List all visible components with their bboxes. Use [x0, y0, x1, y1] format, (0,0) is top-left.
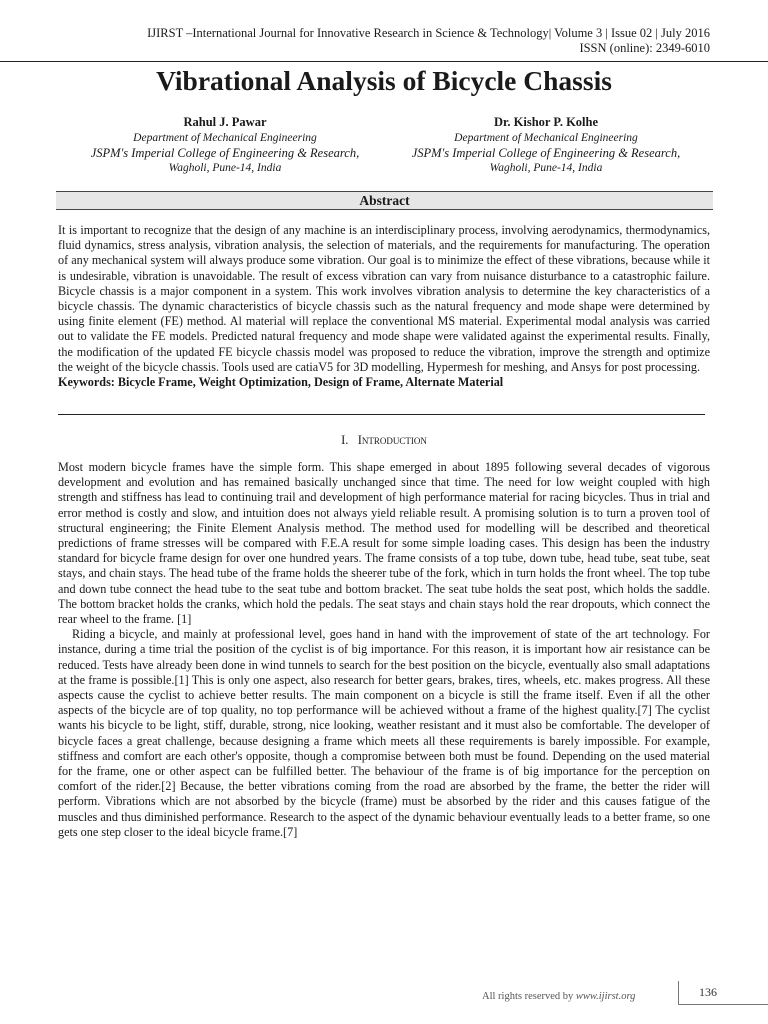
journal-header	[70, 26, 710, 55]
introduction-body	[58, 460, 710, 840]
paragraph: Riding a bicycle, and mainly at professional level, goes hand in hand with the improvement of state of the art technology. For instance, during a time trial the position of the cyclist is of big importance. For this reason, it is important how air resistance can be reduced. Tests have already been done in wind tunnels to search for the best position on the bicycle, eventually also small adaptations at the frame is possible.[1] This is only one aspect, also research for better gears, brakes, tires, wheels, etc. makes progress. All these aspects cause the cyclist to achieve better results. The main component on a bicycle is still the frame itself. Even if all the other aspects of the bicycle are of top quality, no top performance will be achieved without a frame of the highest quality.[7] The cyclist wants his bicycle to be light, stiff, durable, strong, nice looking, weather resistant and it must also be comfortable. The developer of bicycle faces a great challenge, because designing a frame which meets all these requirements is barely impossible. For example, stiffness and comfort are each other's opposite, though a compromise between both must be found. Depending on the used material for the frame, one or other aspect can be fulfilled better. The behaviour of the frame is of big importance for the perception on comfort of the rider.[2] Because, the better vibrations coming from the road are absorbed by the frame, the better the rider will perform. Vibrations which are not absorbed by the bicycle (frame) must be absorbed by the rider and this causes fatigue of the muscles and thus diminished performance. Research to the aspect of the dynamic behaviour eventually leads to a better frame, so one gets one step closer to the ideal bicycle frame.[7]	[58, 627, 710, 839]
issn-line: ISSN (online): 2349-6010	[579, 40, 710, 55]
section-heading-introduction	[0, 432, 768, 448]
author-name: Dr. Kishor P. Kolhe	[493, 115, 599, 129]
paper-title: Vibrational Analysis of Bicycle Chassis	[156, 65, 612, 96]
author-block-2	[366, 114, 726, 176]
rights-text: All rights reserved by	[482, 991, 576, 1002]
author-location: Wagholi, Pune-14, India	[489, 162, 603, 174]
section-divider	[58, 414, 705, 415]
abstract-paragraph: It is important to recognize that the design of any machine is an interdisciplinary process, involving aerodynamics, thermodynamics, fluid dynamics, stress analysis, vibration analysis, the selection of materials, and the requirements for manufacturing. The operation of any mechanical system will always produce some vibration. Our goal is to minimize the effect of these vibrations, because while it is undesirable, vibration is unavoidable. The result of excess vibration can vary from nuisance disturbance to a catastrophic failure. Bicycle chassis is a major component in a system. This work involves vibration analysis to determine the key characteristics of a bicycle chassis. The dynamic characteristics of bicycle chassis such as the natural frequency and mode shape were determined by using finite element (FE) method. Al material will replace the conventional MS material. Experimental modal analysis was carried out to validate the FE models. Predicted natural frequency and mode shape were validated against the experimental results. Finally, the modification of the updated FE bicycle chassis model was proposed to reduce the vibration, improve the strength and optimize the weight of the bicycle chassis. Tools used are catiaV5 for 3D modelling, Hypermesh for meshing, and Ansys for post processing.	[58, 223, 710, 374]
header-rule	[0, 61, 768, 62]
section-number: I.	[341, 433, 349, 447]
author-department: Department of Mechanical Engineering	[133, 132, 317, 144]
author-name: Rahul J. Pawar	[183, 115, 267, 129]
author-institution: JSPM's Imperial College of Engineering & Research,	[411, 146, 681, 160]
author-block-1	[45, 114, 405, 176]
author-department: Department of Mechanical Engineering	[454, 132, 638, 144]
journal-line: IJIRST –International Journal for Innovative Research in Science & Technology| Volume 3 | Issue 02 | July 2016	[147, 26, 710, 40]
paragraph: Most modern bicycle frames have the simple form. This shape emerged in about 1895 following several decades of vigorous development and evolution and has remained basically unchanged since that time. The need for low weight coupled with high strength and stiffness has lead to continuing trail and development of high performance material for racing bicycles. Thus in trial and error method is costly and slow, and intuition does not always yield reliable result. A promising solution is to turn a proven tool of structural engineering; the Finite Element Analysis method. The method used for modelling will be described and theoretical predictions of frame stresses will be compared with F.E.A result for some simple loading cases. This design has been the industry standard for bicycle frame design for over one hundred years. The frame consists of a top tube, down tube, head tube, seat tube, seat stays, and chain stays. The head tube of the frame holds the sheerer tube of the fork, which in turn holds the front wheel. The top tube and down tube connect the head tube to the seat tube and bottom bracket. The seat tube holds the seat post, which holds the saddle. The bottom bracket holds the cranks, which hold the pedals. The seat stays and chain stays hold the rear dropouts, which connect the rear wheel to the frame. [1]	[58, 460, 710, 627]
abstract-body	[58, 223, 710, 390]
footer-rights	[482, 990, 672, 1004]
abstract-heading: Abstract	[56, 191, 713, 210]
author-location: Wagholi, Pune-14, India	[168, 162, 282, 174]
journal-url[interactable]: www.ijirst.org	[575, 991, 636, 1002]
page-number: 136	[678, 981, 737, 1005]
keywords: Keywords: Bicycle Frame, Weight Optimization, Design of Frame, Alternate Material	[58, 375, 504, 390]
author-institution: JSPM's Imperial College of Engineering & Research,	[90, 146, 360, 160]
section-title: Introduction	[357, 433, 427, 447]
footer-rule	[736, 1004, 768, 1005]
